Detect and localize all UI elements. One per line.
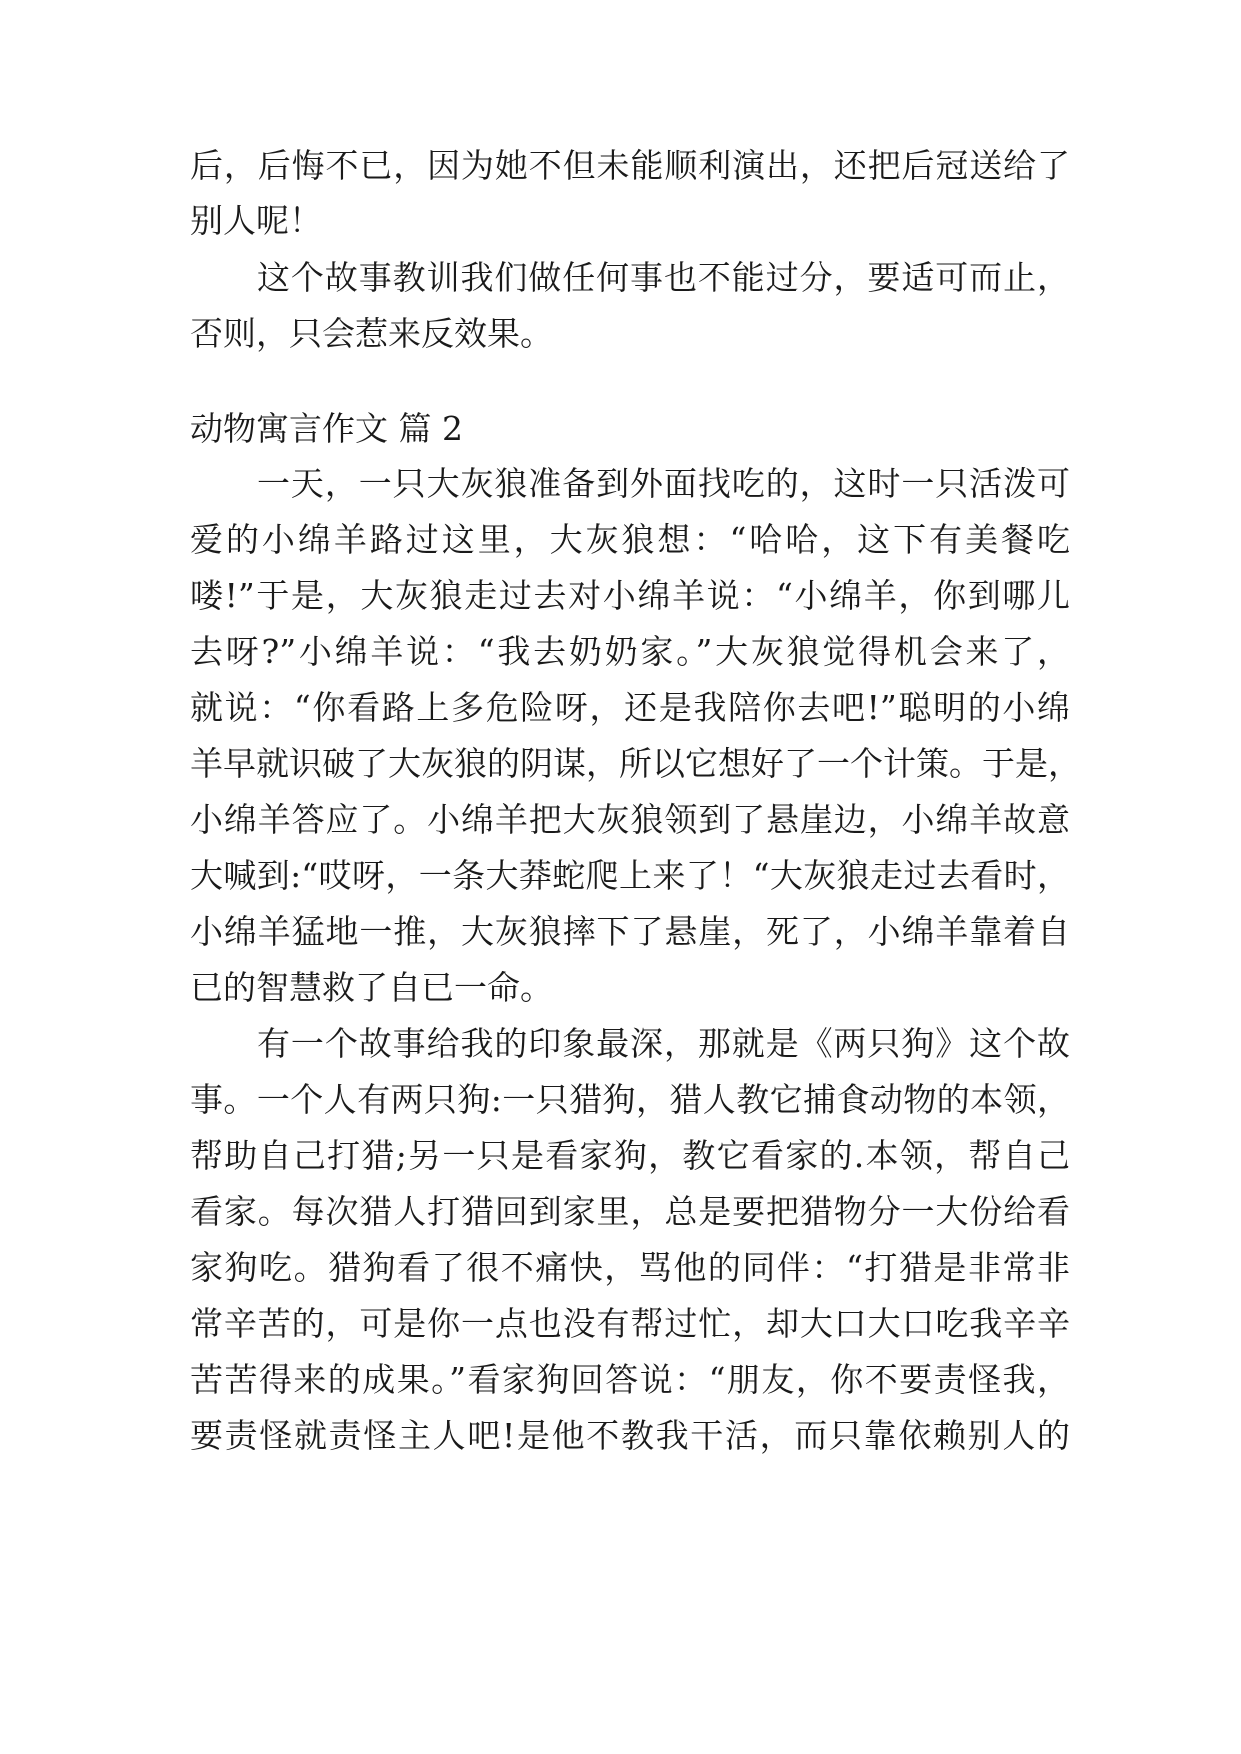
paragraph-line: 爱的小绵羊路过这里，大灰狼想：“哈哈，这下有美餐吃 <box>190 520 1070 559</box>
paragraph-line: 喽!”于是，大灰狼走过去对小绵羊说：“小绵羊，你到哪儿 <box>190 576 1070 615</box>
paragraph-line: 一天，一只大灰狼准备到外面找吃的，这时一只活泼可 <box>257 464 1070 503</box>
paragraph-line: 帮助自己打猎;另一只是看家狗，教它看家的.本领，帮自己 <box>190 1136 1070 1175</box>
paragraph-line: 事。一个人有两只狗:一只猎狗，猎人教它捕食动物的本领， <box>190 1080 1070 1119</box>
paragraph-line: 去呀?”小绵羊说：“我去奶奶家。”大灰狼觉得机会来了， <box>190 632 1070 671</box>
paragraph-line: 大喊到:“哎呀，一条大莽蛇爬上来了！“大灰狼走过去看时， <box>190 856 1070 895</box>
paragraph-line: 看家。每次猎人打猎回到家里，总是要把猎物分一大份给看 <box>190 1192 1070 1231</box>
paragraph-line: 常辛苦的，可是你一点也没有帮过忙，却大口大口吃我辛辛 <box>190 1304 1070 1343</box>
paragraph-line: 别人呢！ <box>190 201 322 240</box>
paragraph-line: 小绵羊猛地一推，大灰狼摔下了悬崖，死了，小绵羊靠着自 <box>190 912 1070 951</box>
paragraph-line: 小绵羊答应了。小绵羊把大灰狼领到了悬崖边，小绵羊故意 <box>190 800 1070 839</box>
paragraph-line: 就说：“你看路上多危险呀，还是我陪你去吧!”聪明的小绵 <box>190 688 1070 727</box>
paragraph-line: 后，后悔不已，因为她不但未能顺利演出，还把后冠送给了 <box>190 146 1070 185</box>
section-title: 动物寓言作文 篇 2 <box>190 409 463 448</box>
paragraph-line: 羊早就识破了大灰狼的阴谋，所以它想好了一个计策。于是， <box>190 744 1081 783</box>
paragraph-line: 已的智慧救了自已一命。 <box>190 968 553 1007</box>
paragraph-line: 苦苦得来的成果。”看家狗回答说：“朋友，你不要责怪我， <box>190 1360 1070 1399</box>
paragraph-line: 家狗吃。猎狗看了很不痛快，骂他的同伴：“打猎是非常非 <box>190 1248 1070 1287</box>
paragraph-line: 这个故事教训我们做任何事也不能过分，要适可而止， <box>257 258 1070 297</box>
paragraph-line: 有一个故事给我的印象最深，那就是《两只狗》这个故 <box>257 1024 1070 1063</box>
paragraph-line: 要责怪就责怪主人吧!是他不教我干活，而只靠依赖别人的 <box>190 1416 1070 1455</box>
paragraph-line: 否则，只会惹来反效果。 <box>190 314 553 353</box>
